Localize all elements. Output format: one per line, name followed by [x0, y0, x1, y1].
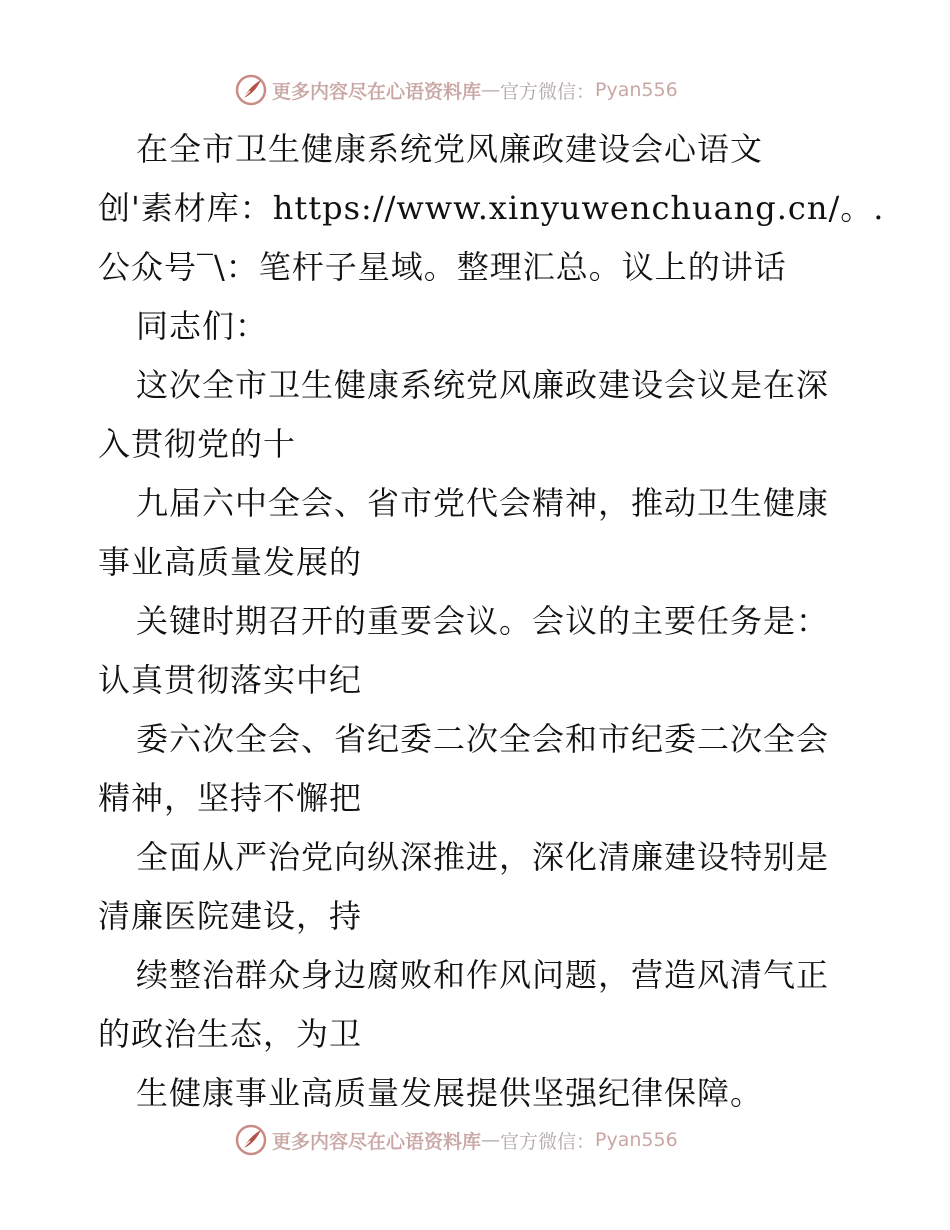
- body-line: 入贯彻党的十: [98, 425, 297, 463]
- feather-logo-icon: [234, 73, 268, 107]
- body-line: 创'素材库：https://www.xinyuwenchuang.cn/。.: [98, 189, 885, 227]
- banner-dash: —: [481, 1129, 501, 1151]
- banner-dash: —: [481, 79, 501, 101]
- body-line: 九届六中全会、省市党代会精神，推动卫生健康: [136, 484, 830, 522]
- body-line: 这次全市卫生健康系统党风廉政建设会议是在深: [136, 366, 830, 404]
- body-line: 清廉医院建设，持: [98, 897, 363, 935]
- body-line: 关键时期召开的重要会议。会议的主要任务是：: [136, 602, 830, 640]
- body-line: 全面从严治党向纵深推进，深化清廉建设特别是: [136, 838, 830, 876]
- body-line: 续整治群众身边腐败和作风问题，营造风清气正: [136, 956, 830, 994]
- salutation: 同志们：: [136, 307, 269, 345]
- body-line: 公众号‾\：笔杆子星域。整理汇总。议上的讲话: [98, 248, 787, 286]
- banner-wechat-label: 官方微信：: [500, 80, 596, 103]
- body-line: 认真贯彻落实中纪: [98, 661, 363, 699]
- banner-wechat-id: Pyan556: [595, 79, 678, 101]
- body-line: 精神，坚持不懈把: [98, 779, 363, 817]
- banner-main-text: 更多内容尽在心语资料库: [272, 80, 482, 103]
- footer-watermark-banner: [234, 1122, 678, 1158]
- banner-wechat-id: Pyan556: [595, 1129, 678, 1151]
- banner-main-text: 更多内容尽在心语资料库: [272, 1130, 482, 1153]
- header-watermark-banner: [234, 72, 678, 108]
- document-body: [98, 120, 885, 1123]
- body-line: 事业高质量发展的: [98, 543, 363, 581]
- feather-logo-icon: [234, 1123, 268, 1157]
- body-line: 委六次全会、省纪委二次全会和市纪委二次全会: [136, 720, 830, 758]
- body-line: 生健康事业高质量发展提供坚强纪律保障。: [136, 1074, 764, 1112]
- body-line: 的政治生态，为卫: [98, 1015, 363, 1053]
- body-line: 在全市卫生健康系统党风廉政建设会心语文: [136, 130, 764, 168]
- banner-wechat-label: 官方微信：: [500, 1130, 596, 1153]
